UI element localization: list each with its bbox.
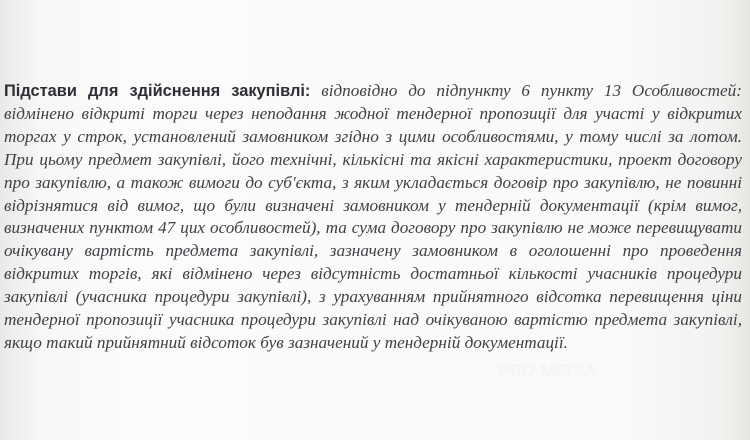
procurement-grounds-heading: Підстави для здійснення закупівлі: bbox=[4, 82, 311, 100]
procurement-grounds-body: відповідно до підпункту 6 пункту 13 Особливостей: відмінено відкриті торги через неподання жодної тендерної пропозиції для участі у відкритих торгах у строк, установлений замовником згідно з цими особливостями, у тому числі за лотом. При цьому предмет закупівлі, його технічні, кількісні та якісні характеристики, проект договору про закупівлю, а також вимоги до суб'єкта, з яким укладається договір про закупівлю, не повинні відрізнятися від вимог, що були визначені замовником у тендерній документації (крім вимог, визначених пунктом 47 цих особливостей), та сума договору про закупівлю не може перевищувати очікувану вартість предмета закупівлі, зазначену замовником в оголошенні про проведення відкритих торгів, які відмінено через відсутність достатньої кількості учасників процедури закупівлі (учасника процедури закупівлі), з урахуванням прийнятного відсотка перевищення ціни тендерної пропозиції учасника процедури закупівлі над очікуваною вартістю предмета закупівлі, якщо такий прийнятний відсоток був зазначений у тендерній документації. bbox=[4, 81, 743, 352]
watermark: PRO.MEDIA bbox=[498, 361, 597, 380]
procurement-grounds-paragraph bbox=[4, 80, 742, 355]
